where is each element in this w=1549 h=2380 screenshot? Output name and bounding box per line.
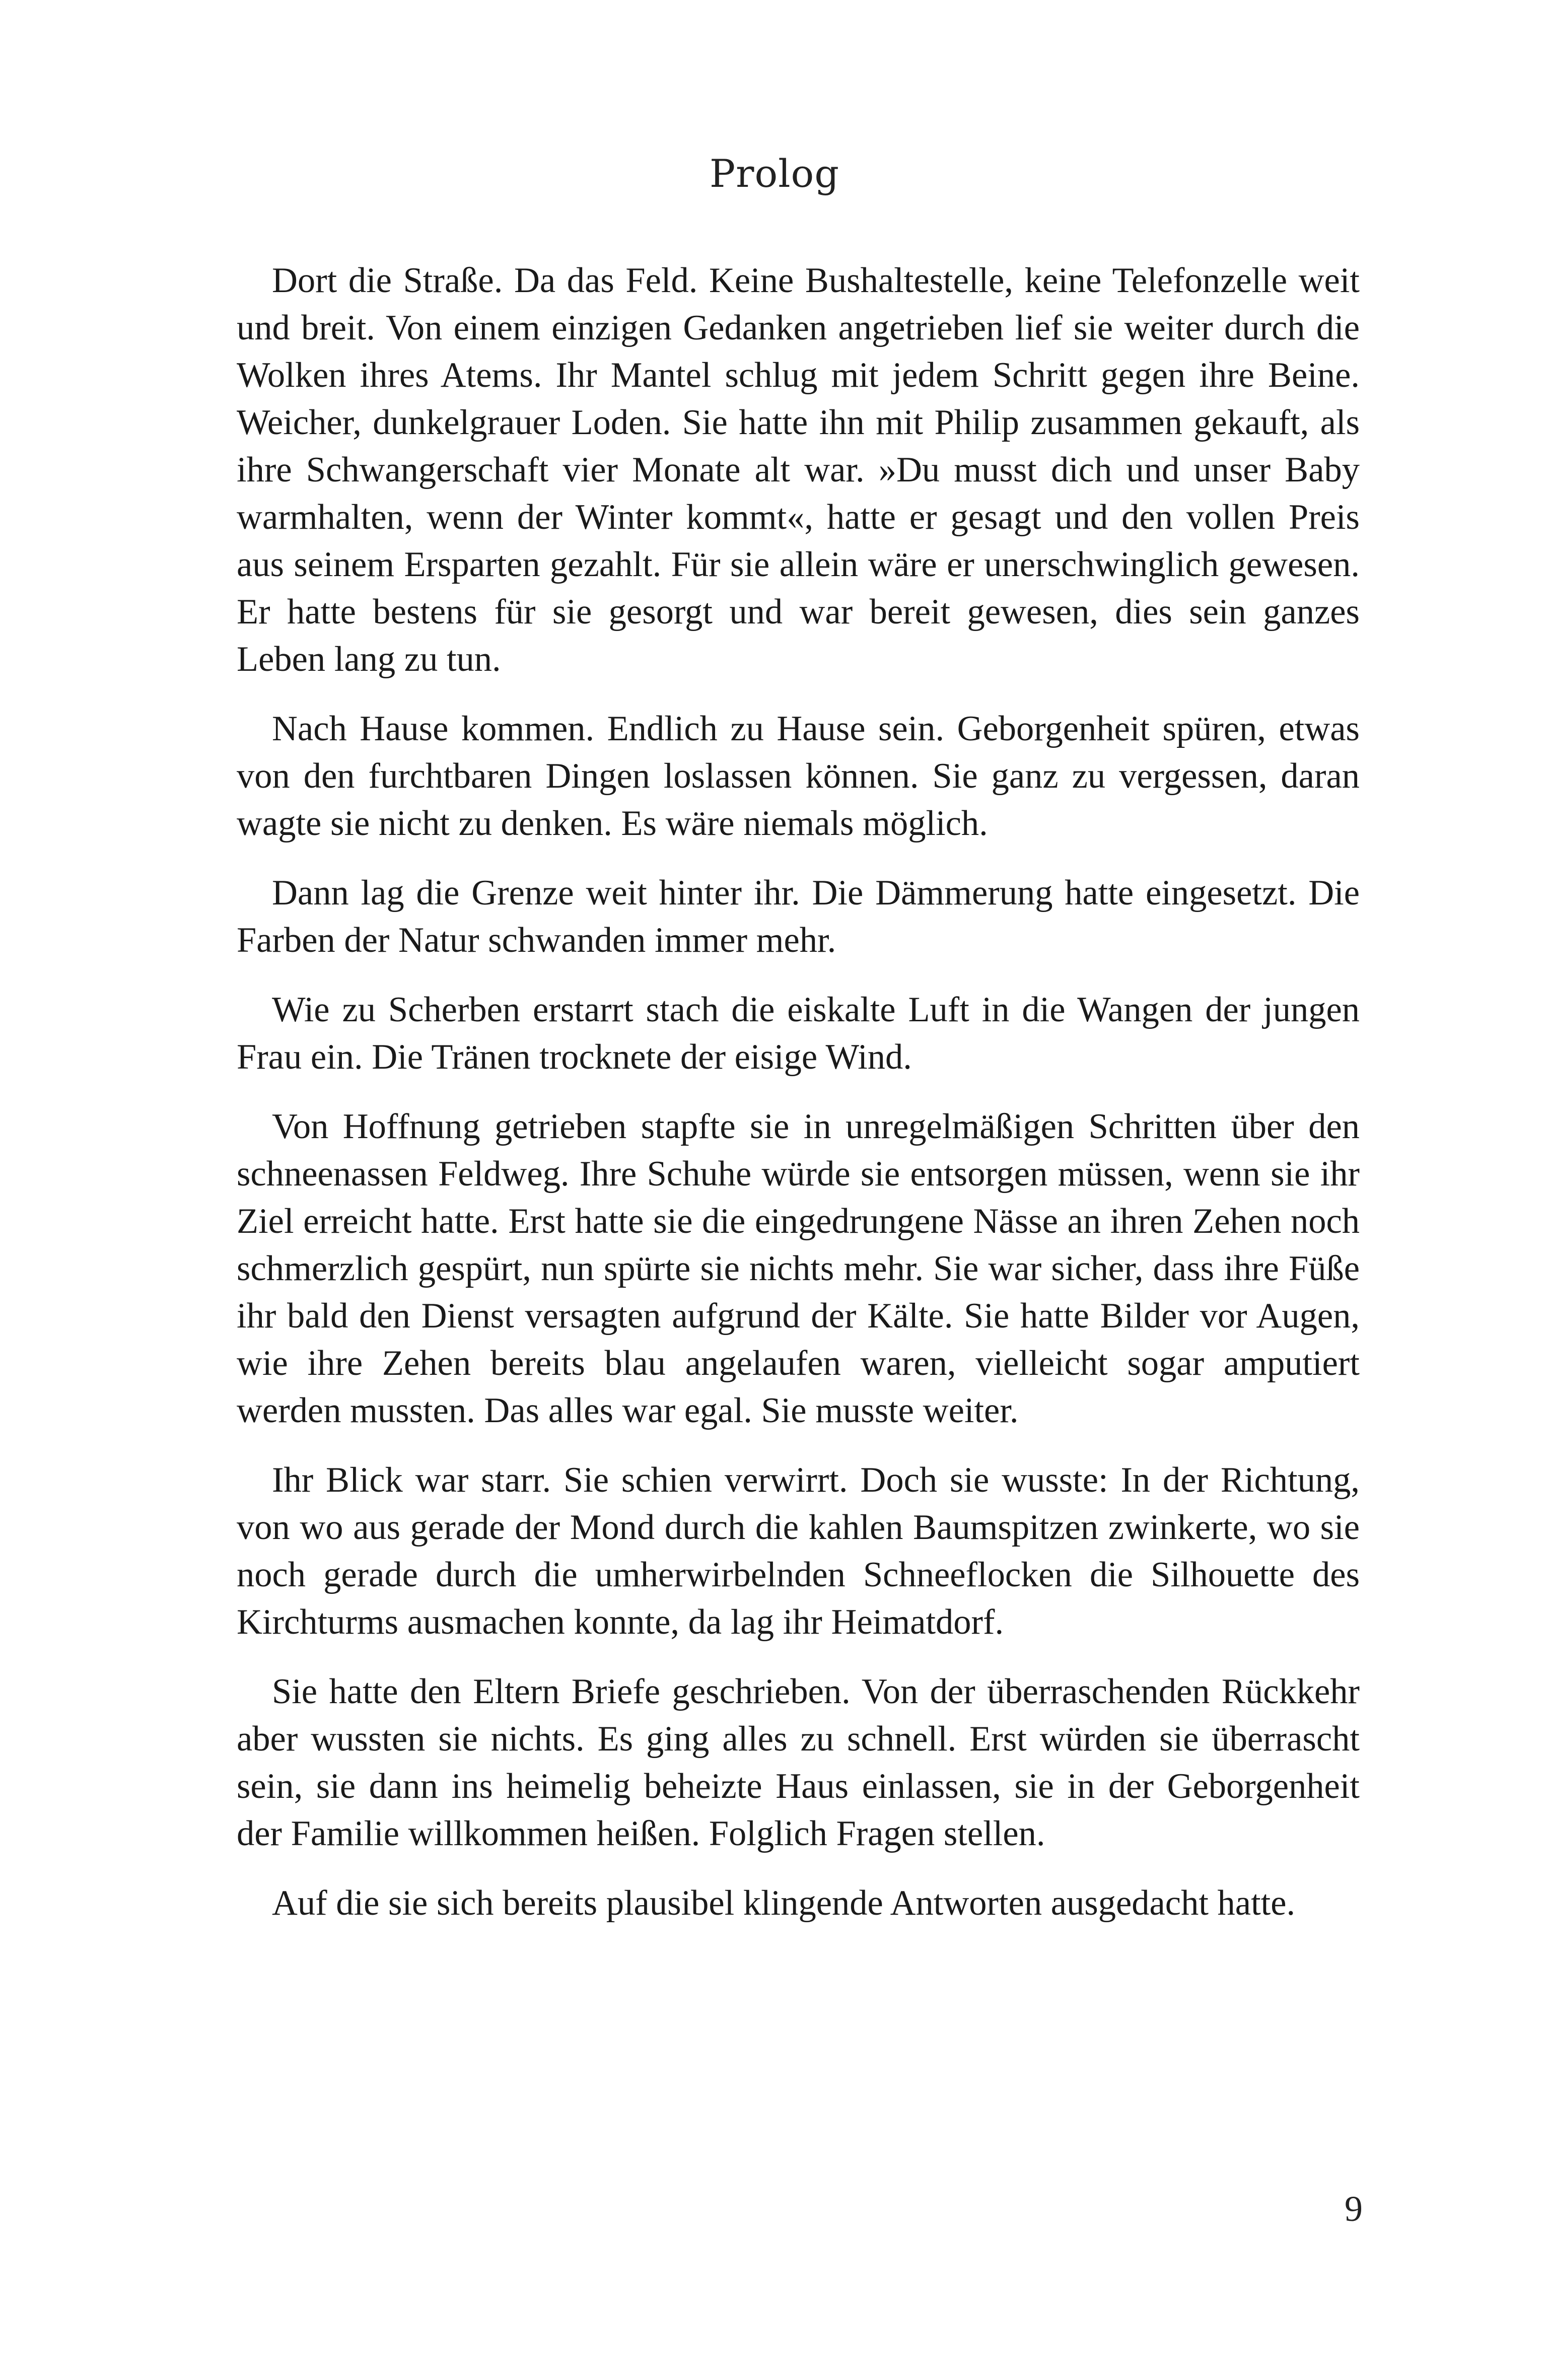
paragraph: Auf die sie sich bereits plausibel klingende Antworten ausgedacht hatte. (272, 1883, 1296, 1923)
paragraph: Wie zu Scherben erstarrt stach die eiskalte Luft in die Wangen der jungen Frau ein. Die Tränen trocknete der eisige Wind. (237, 990, 1360, 1077)
chapter-title: Prolog (710, 151, 839, 196)
paragraph: Dort die Straße. Da das Feld. Keine Bushaltestelle, keine Telefonzelle weit und breit. Von einem einzigen Gedanken angetrieben lief sie weiter durch die Wolken ihres Atems. Ihr Mantel schlug mit jedem Schritt gegen ihre Beine. Weicher, dunkelgrauer Loden. Sie hatte ihn mit Philip zusammen gekauft, als ihre Schwangerschaft vier Monate alt war. »Du musst dich und unser Baby warmhalten, wenn der Winter kommt«, hatte er gesagt und den vollen Preis aus seinem Ersparten gezahlt. Für sie allein wäre er unerschwinglich gewesen. Er hatte bestens für sie gesorgt und war bereit gewesen, dies sein ganzes Leben lang zu tun. (237, 261, 1360, 679)
paragraph: Sie hatte den Eltern Briefe geschrieben. Von der überraschenden Rückkehr aber wussten sie nichts. Es ging alles zu schnell. Erst würden sie überrascht sein, sie dann ins heimelig beheizte Haus einlassen, sie in der Geborgenheit der Familie willkommen heißen. Folglich Fragen stellen. (237, 1672, 1360, 1853)
paragraph: Dann lag die Grenze weit hinter ihr. Die Dämmerung hatte eingesetzt. Die Farben der Natur schwanden immer mehr. (237, 873, 1360, 960)
paragraph: Von Hoffnung getrieben stapfte sie in unregelmäßigen Schritten über den schneenassen Feldweg. Ihre Schuhe würde sie entsorgen müssen, wenn sie ihr Ziel erreicht hatte. Erst hatte sie die eingedrungene Nässe an ihren Zehen noch schmerzlich gespürt, nun spürte sie nichts mehr. Sie war sicher, dass ihre Füße ihr bald den Dienst versagten aufgrund der Kälte. Sie hatte Bilder vor Augen, wie ihre Zehen bereits blau angelaufen waren, vielleicht sogar amputiert werden mussten. Das alles war egal. Sie musste weiter. (237, 1107, 1360, 1430)
paragraph: Ihr Blick war starr. Sie schien verwirrt. Doch sie wusste: In der Richtung, von wo aus gerade der Mond durch die kahlen Baumspitzen zwinkerte, wo sie noch gerade durch die umherwirbelnden Schneeflocken die Silhouette des Kirchturms ausmachen konnte, da lag ihr Heimatdorf. (237, 1460, 1360, 1642)
chapter-body (237, 257, 1360, 1949)
paragraph: Nach Hause kommen. Endlich zu Hause sein. Geborgenheit spüren, etwas von den furchtbaren Dingen loslassen können. Sie ganz zu vergessen, daran wagte sie nicht zu denken. Es wäre niemals möglich. (237, 709, 1360, 843)
page-number: 9 (1345, 2189, 1363, 2229)
